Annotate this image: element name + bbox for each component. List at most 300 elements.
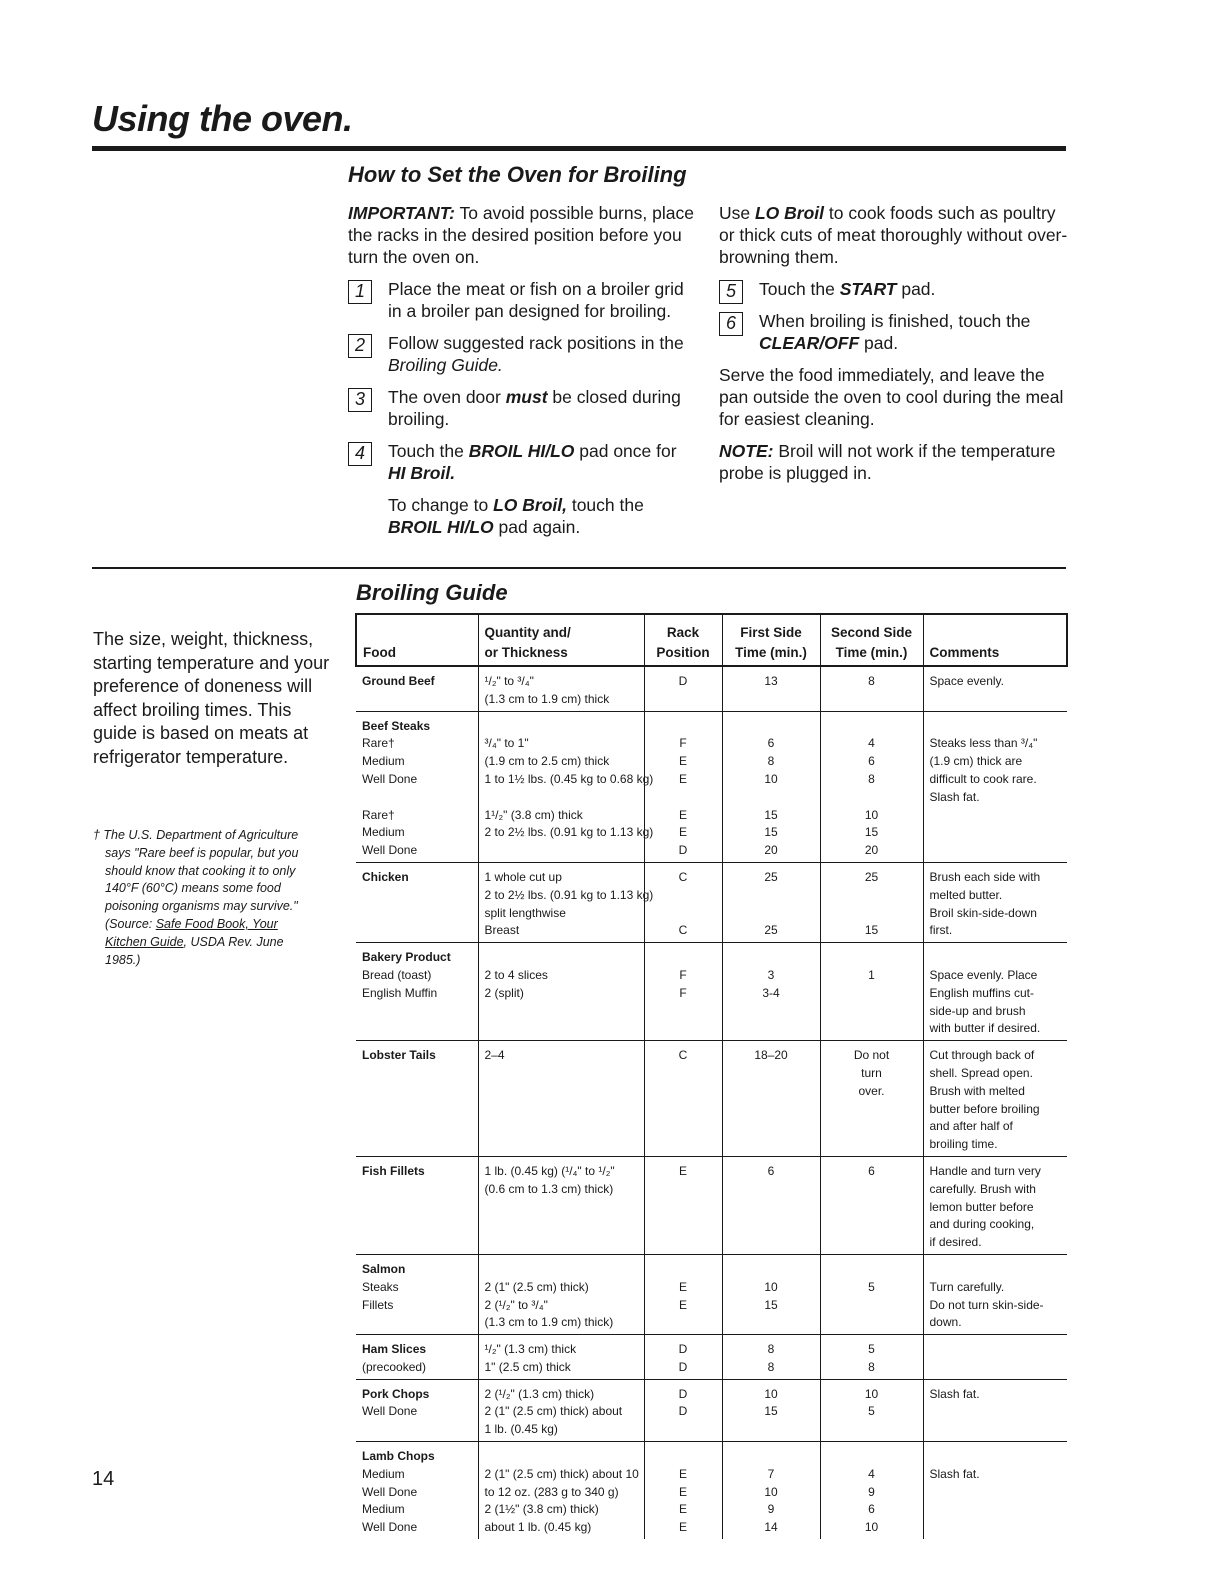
- cell-line: down.: [929, 1315, 962, 1330]
- step-6-text: When broiling is finished, touch the CLEAR/OFF pad.: [759, 311, 1031, 353]
- serve-paragraph: Serve the food immediately, and leave the pan outside the oven to cool during the meal for easiest cleaning.: [719, 365, 1064, 429]
- cell-line: Medium: [362, 754, 405, 769]
- cell-line: 8: [868, 1359, 875, 1374]
- cell-second-side: [820, 1335, 923, 1380]
- cell-line: [930, 1261, 1062, 1279]
- cell-second-side: [820, 862, 923, 942]
- cell-food: [356, 943, 478, 1041]
- step-3-text: The oven door must be closed during broiling.: [388, 387, 681, 429]
- cell-line: butter before broiling: [929, 1101, 1040, 1116]
- cell-line: English Muffin: [362, 985, 438, 1000]
- cell-comments: [923, 1379, 1067, 1441]
- cell-food: [356, 862, 478, 942]
- cell-line: 10: [764, 1279, 778, 1294]
- cell-second-side: [820, 1041, 923, 1157]
- cell-comments: [923, 1442, 1067, 1539]
- cell-quantity: [478, 666, 644, 711]
- cell-line: Bread (toast): [362, 967, 432, 982]
- cell-quantity: [478, 1335, 644, 1380]
- guide-side-note: The size, weight, thickness, starting temperature and your preference of doneness will affect broiling times. This guide is based on meats at refrigerator temperature.: [93, 629, 330, 767]
- cell-comments: [923, 1254, 1067, 1334]
- cell-line: 15: [764, 807, 778, 822]
- cell-quantity: [478, 711, 654, 862]
- cell-food: [356, 1041, 478, 1157]
- cell-line: Well Done: [362, 1520, 418, 1535]
- cell-line: D: [678, 1386, 688, 1401]
- cell-line: [729, 1261, 814, 1279]
- cell-line: Breast: [484, 923, 520, 938]
- cell-comments: [923, 666, 1067, 711]
- cell-line: 7: [767, 1466, 775, 1481]
- cell-quantity: [478, 1254, 644, 1334]
- cell-quantity: [478, 1442, 644, 1539]
- cell-line: side-up and brush: [929, 1003, 1026, 1018]
- cell-first-side: [722, 1379, 820, 1441]
- cell-line: E: [678, 1502, 687, 1517]
- cell-line: 10: [764, 771, 778, 786]
- cell-second-side: [820, 1379, 923, 1441]
- cell-line: Fish Fillets: [362, 1163, 425, 1178]
- cell-line: [827, 985, 917, 1003]
- step-1: [348, 278, 698, 322]
- lo-broil-intro: Use LO Broil to cook foods such as poultry or thick cuts of meat thoroughly without over-browning them.: [719, 203, 1068, 267]
- cell-line: Well Done: [362, 771, 418, 786]
- cell-line: 2 to 2½ lbs. (0.91 kg to 1.13 kg): [484, 887, 654, 902]
- cell-rack: [644, 1442, 722, 1539]
- step-6: [719, 310, 1069, 354]
- cell-line: (0.6 cm to 1.3 cm) thick): [484, 1181, 614, 1196]
- cell-line: ¹/₂" (1.3 cm) thick: [484, 1342, 577, 1357]
- cell-line: Salmon: [362, 1261, 406, 1276]
- step-number-3: 3: [348, 388, 372, 412]
- cell-line: Rare†: [362, 736, 395, 751]
- cell-comments: [923, 1335, 1067, 1380]
- cell-line: 9: [767, 1502, 775, 1517]
- cell-second-side: [820, 1156, 923, 1254]
- step-5-text: Touch the START pad.: [759, 279, 936, 299]
- cell-line: Well Done: [362, 843, 418, 858]
- cell-line: and during cooking,: [929, 1217, 1035, 1232]
- cell-line: Slash fat.: [929, 1466, 980, 1481]
- cell-line: 6: [868, 754, 875, 769]
- cell-line: if desired.: [929, 1235, 982, 1250]
- cell-line: difficult to cook rare.: [929, 771, 1037, 786]
- cell-line: Ground Beef: [362, 674, 435, 688]
- cell-line: 15: [864, 923, 879, 938]
- cell-line: 10: [764, 1386, 778, 1401]
- cell-line: [729, 905, 814, 923]
- cell-rack: [644, 1254, 722, 1334]
- cell-line: [729, 1448, 814, 1466]
- cell-line: 1" (2.5 cm) thick: [484, 1359, 571, 1374]
- cell-line: 9: [868, 1484, 875, 1499]
- table-row: [356, 862, 1067, 942]
- cell-line: 15: [864, 825, 879, 840]
- step-number-4: 4: [348, 442, 372, 466]
- page-number: 14: [92, 1468, 115, 1490]
- cell-line: D: [678, 1342, 688, 1357]
- cell-line: Brush with melted: [929, 1083, 1025, 1098]
- cell-line: E: [678, 1163, 687, 1178]
- cell-line: [362, 789, 472, 807]
- cell-line: 2 (1" (2.5 cm) thick) about 10: [484, 1466, 639, 1481]
- table-row: [356, 1442, 1067, 1539]
- cell-food: [356, 1156, 478, 1254]
- cell-line: 6: [868, 1502, 875, 1517]
- cell-first-side: [722, 862, 820, 942]
- cell-line: F: [679, 967, 687, 982]
- table-row: [356, 943, 1067, 1041]
- cell-line: 13: [764, 674, 778, 688]
- right-column: [719, 202, 1069, 494]
- cell-line: 8: [868, 771, 875, 786]
- cell-food: [356, 1379, 478, 1441]
- cell-line: 2 (¹/₂" (1.3 cm) thick): [484, 1386, 595, 1401]
- cell-line: [930, 718, 1062, 736]
- important-paragraph: [348, 202, 698, 268]
- cell-line: 8: [767, 1359, 775, 1374]
- step-4: [348, 440, 698, 484]
- cell-line: [930, 1448, 1062, 1466]
- step-number-1: 1: [348, 280, 372, 304]
- cell-line: D: [678, 674, 688, 688]
- cell-line: 20: [764, 843, 778, 858]
- cell-line: Pork Chops: [362, 1386, 430, 1401]
- cell-line: 15: [764, 1297, 778, 1312]
- cell-line: E: [678, 1520, 687, 1535]
- important-text: To avoid possible burns, place the racks in the desired position before you turn the oven on.: [348, 203, 694, 267]
- cell-line: shell. Spread open.: [929, 1065, 1033, 1080]
- step-4-text: Touch the BROIL HI/LO pad once for HI Broil.: [388, 441, 677, 483]
- cell-line: Beef Steaks: [362, 718, 431, 733]
- cell-line: melted butter.: [929, 887, 1003, 902]
- cell-comments: [923, 1156, 1067, 1254]
- cell-second-side: [820, 1254, 923, 1334]
- cell-rack: [644, 1041, 722, 1157]
- header-food: Food: [356, 614, 478, 666]
- cell-line: Well Done: [362, 1404, 418, 1419]
- cell-line: ¹/₂" to ³/₄": [484, 674, 534, 688]
- cell-line: 3-4: [762, 985, 780, 1000]
- cell-comments: [923, 711, 1067, 862]
- cell-line: [485, 1448, 638, 1466]
- cell-line: 1 lb. (0.45 kg) (¹/₄" to ¹/₂": [484, 1163, 615, 1178]
- cell-first-side: [722, 711, 820, 862]
- cell-line: C: [678, 923, 688, 938]
- cell-comments: [923, 943, 1067, 1041]
- step-number-5: 5: [719, 280, 743, 304]
- cell-line: carefully. Brush with: [929, 1181, 1036, 1196]
- cell-line: 1¹/₂" (3.8 cm) thick: [484, 807, 583, 822]
- cell-line: and after half of: [929, 1119, 1013, 1134]
- cell-first-side: [722, 943, 820, 1041]
- cell-line: (1.3 cm to 1.9 cm) thick: [484, 691, 610, 706]
- cell-line: C: [678, 1048, 688, 1063]
- cell-line: 25: [764, 923, 778, 938]
- cell-line: Medium: [362, 1502, 405, 1517]
- cell-line: 15: [764, 825, 778, 840]
- cell-line: first.: [929, 923, 953, 938]
- cell-line: Bakery Product: [362, 950, 451, 965]
- cell-line: D: [678, 1359, 688, 1374]
- footnote-source-title: Safe Food Book, Your Kitchen Guide: [105, 916, 278, 949]
- cell-rack: [644, 666, 722, 711]
- cell-food: [356, 1254, 478, 1334]
- cell-line: 2–4: [484, 1048, 505, 1063]
- cell-line: 8: [767, 754, 775, 769]
- cell-line: 18–20: [754, 1048, 788, 1063]
- cell-line: E: [678, 754, 687, 769]
- cell-line: 10: [864, 807, 879, 822]
- cell-food: [356, 1335, 478, 1380]
- cell-line: E: [678, 1279, 687, 1294]
- cell-line: Steaks less than ³/₄": [929, 736, 1038, 751]
- cell-line: Ham Slices: [362, 1342, 427, 1357]
- cell-quantity: [478, 1156, 644, 1254]
- cell-line: Do not turn skin-side-: [929, 1297, 1044, 1312]
- cell-line: Lobster Tails: [362, 1048, 436, 1063]
- broiling-guide-table: [355, 613, 1068, 1539]
- cell-rack: [644, 1156, 722, 1254]
- cell-line: Rare†: [362, 807, 395, 822]
- cell-line: 2 (1" (2.5 cm) thick) about: [484, 1404, 623, 1419]
- cell-line: Space evenly.: [929, 674, 1004, 688]
- cell-line: 10: [864, 1520, 879, 1535]
- cell-first-side: [722, 1335, 820, 1380]
- cell-line: ³/₄" to 1": [484, 736, 529, 751]
- cell-line: [827, 1261, 917, 1279]
- cell-line: 6: [868, 1163, 875, 1178]
- step-1-text: Place the meat or fish on a broiler grid in a broiler pan designed for broiling.: [388, 279, 684, 321]
- cell-line: about 1 lb. (0.45 kg): [484, 1520, 592, 1535]
- cell-line: Cut through back of: [929, 1048, 1035, 1063]
- step-2: [348, 332, 698, 376]
- cell-line: Medium: [362, 825, 405, 840]
- important-label: IMPORTANT:: [348, 203, 455, 223]
- cell-line: [729, 789, 814, 807]
- cell-line: [485, 718, 638, 736]
- cell-line: [827, 949, 917, 967]
- cell-line: [729, 718, 814, 736]
- cell-line: to 12 oz. (283 g to 340 g): [484, 1484, 619, 1499]
- cell-rack: [644, 711, 722, 862]
- cell-line: [930, 949, 1062, 967]
- cell-line: Turn carefully.: [929, 1279, 1005, 1294]
- cell-first-side: [722, 1254, 820, 1334]
- cell-line: Brush each side with: [929, 869, 1041, 884]
- cell-line: [827, 718, 917, 736]
- cell-line: [485, 1261, 638, 1279]
- cell-line: 10: [764, 1484, 778, 1499]
- cell-line: Slash fat.: [929, 1386, 980, 1401]
- cell-line: with butter if desired.: [929, 1021, 1041, 1036]
- cell-food: [356, 666, 478, 711]
- cell-line: [827, 887, 917, 905]
- cell-rack: [644, 1379, 722, 1441]
- cell-line: Fillets: [362, 1297, 394, 1312]
- cell-line: D: [678, 1404, 688, 1419]
- cell-line: (1.3 cm to 1.9 cm) thick): [484, 1315, 614, 1330]
- step-5: [719, 278, 1069, 300]
- cell-line: 6: [767, 1163, 775, 1178]
- cell-second-side: [820, 943, 923, 1041]
- cell-line: over.: [858, 1083, 885, 1098]
- cell-line: [651, 887, 716, 905]
- cell-line: [485, 949, 638, 967]
- section-title: How to Set the Oven for Broiling: [348, 162, 687, 187]
- step-number-2: 2: [348, 334, 372, 358]
- cell-line: 8: [868, 674, 875, 688]
- cell-line: [827, 789, 917, 807]
- cell-line: 5: [868, 1342, 875, 1357]
- cell-line: 3: [767, 967, 775, 982]
- cell-line: 14: [764, 1520, 778, 1535]
- cell-line: D: [678, 843, 688, 858]
- middle-rule: [92, 567, 1066, 569]
- table-header-row: [356, 614, 1067, 666]
- cell-line: E: [678, 825, 687, 840]
- cell-line: Broil skin-side-down: [929, 905, 1037, 920]
- cell-line: 25: [764, 869, 778, 884]
- cell-first-side: [722, 666, 820, 711]
- table-row: [356, 1156, 1067, 1254]
- cell-line: [651, 1448, 716, 1466]
- left-column: [348, 202, 698, 548]
- cell-line: Slash fat.: [929, 789, 980, 804]
- cell-line: 4: [868, 1466, 875, 1481]
- step-2-text: Follow suggested rack positions in the Broiling Guide.: [388, 333, 684, 375]
- header-comments: Comments: [923, 614, 1067, 666]
- cell-line: 2 (¹/₂" to ³/₄": [484, 1297, 548, 1312]
- cell-line: split lengthwise: [484, 905, 566, 920]
- cell-line: [485, 842, 638, 860]
- step-3: [348, 386, 698, 430]
- header-second-side: Second Side Time (min.): [820, 614, 923, 666]
- header-quantity: Quantity and/ or Thickness: [478, 614, 644, 666]
- cell-line: 1 to 1½ lbs. (0.45 kg to 0.68 kg): [484, 771, 654, 786]
- cell-line: Medium: [362, 1466, 405, 1481]
- cell-line: [930, 1341, 1062, 1359]
- cell-line: E: [678, 1484, 687, 1499]
- cell-line: E: [678, 1466, 687, 1481]
- step-number-6: 6: [719, 312, 743, 336]
- cell-quantity: [478, 862, 654, 942]
- table-row: [356, 1254, 1067, 1334]
- cell-line: Chicken: [362, 869, 409, 884]
- cell-line: [729, 949, 814, 967]
- cell-line: (1.9 cm) thick are: [929, 754, 1023, 769]
- table-row: [356, 711, 1067, 862]
- cell-line: 2 (1½" (3.8 cm) thick): [484, 1502, 599, 1517]
- cell-line: E: [678, 1297, 687, 1312]
- cell-rack: [644, 943, 722, 1041]
- cell-line: 2 to 4 slices: [484, 967, 548, 982]
- cell-line: 2 (1" (2.5 cm) thick): [484, 1279, 589, 1294]
- cell-line: 8: [767, 1342, 775, 1357]
- cell-line: 2 to 2½ lbs. (0.91 kg to 1.13 kg): [484, 825, 654, 840]
- cell-first-side: [722, 1041, 820, 1157]
- cell-second-side: [820, 1442, 923, 1539]
- cell-line: broiling time.: [929, 1137, 998, 1152]
- cell-line: 1 whole cut up: [484, 869, 562, 884]
- cell-line: [651, 789, 716, 807]
- cell-line: F: [679, 985, 687, 1000]
- cell-line: Handle and turn very: [929, 1163, 1041, 1178]
- cell-comments: [923, 1041, 1067, 1157]
- cell-line: Lamb Chops: [362, 1449, 435, 1464]
- cell-line: 10: [864, 1386, 879, 1401]
- table-row: [356, 1379, 1067, 1441]
- cell-line: 15: [764, 1404, 778, 1419]
- cell-rack: [644, 1335, 722, 1380]
- cell-second-side: [820, 666, 923, 711]
- cell-line: 25: [864, 869, 879, 884]
- cell-line: [729, 887, 814, 905]
- cell-line: [827, 905, 917, 923]
- cell-second-side: [820, 711, 923, 862]
- cell-first-side: [722, 1156, 820, 1254]
- cell-food: [356, 711, 478, 862]
- table-row: [356, 666, 1067, 711]
- cell-line: (precooked): [362, 1359, 427, 1374]
- cell-line: Space evenly. Place: [929, 967, 1038, 982]
- cell-line: [485, 789, 638, 807]
- cell-first-side: [722, 1442, 820, 1539]
- top-rule: [92, 146, 1066, 151]
- cell-line: 1: [868, 967, 875, 982]
- cell-line: 2 (split): [484, 985, 524, 1000]
- page-title: Using the oven.: [92, 98, 353, 139]
- cell-line: [827, 1448, 917, 1466]
- cell-quantity: [478, 943, 644, 1041]
- cell-line: 1 lb. (0.45 kg): [484, 1422, 558, 1437]
- cell-line: turn: [861, 1065, 882, 1080]
- table-row: [356, 1335, 1067, 1380]
- cell-quantity: [478, 1041, 644, 1157]
- cell-comments: [923, 862, 1067, 942]
- cell-line: C: [678, 869, 688, 884]
- cell-line: [651, 718, 716, 736]
- cell-quantity: [478, 1379, 644, 1441]
- cell-line: [651, 949, 716, 967]
- cell-line: English muffins cut-: [929, 985, 1034, 1000]
- cell-line: [827, 1297, 917, 1315]
- cell-line: E: [678, 807, 687, 822]
- cell-line: 5: [868, 1279, 875, 1294]
- cell-line: Well Done: [362, 1484, 418, 1499]
- header-rack: Rack Position: [644, 614, 722, 666]
- cell-line: [651, 1261, 716, 1279]
- cell-line: Steaks: [362, 1279, 399, 1294]
- cell-line: F: [679, 736, 687, 751]
- cell-food: [356, 1442, 478, 1539]
- lo-broil-instructions: To change to LO Broil, touch the BROIL HI/LO pad again.: [388, 495, 644, 537]
- cell-line: Do not: [853, 1048, 890, 1063]
- cell-line: lemon butter before: [929, 1199, 1034, 1214]
- cell-line: 6: [767, 736, 775, 751]
- note-paragraph: NOTE: Broil will not work if the temperature probe is plugged in.: [719, 441, 1056, 483]
- usda-footnote: † The U.S. Department of Agriculture says "Rare beef is popular, but you should know that cooking it to only 140°F (60°C) means some food poisoning organisms may survive." (Source: Safe Food Book, Your Kitchen Guide, USDA Rev. June 1985.): [93, 828, 299, 967]
- header-first-side: First Side Time (min.): [722, 614, 820, 666]
- cell-line: [651, 905, 716, 923]
- cell-line: E: [678, 771, 687, 786]
- table-row: [356, 1041, 1067, 1157]
- cell-line: (1.9 cm to 2.5 cm) thick: [484, 754, 610, 769]
- cell-line: 20: [864, 843, 879, 858]
- cell-line: 5: [868, 1404, 875, 1419]
- guide-title: Broiling Guide: [356, 580, 508, 605]
- cell-rack: [644, 862, 722, 942]
